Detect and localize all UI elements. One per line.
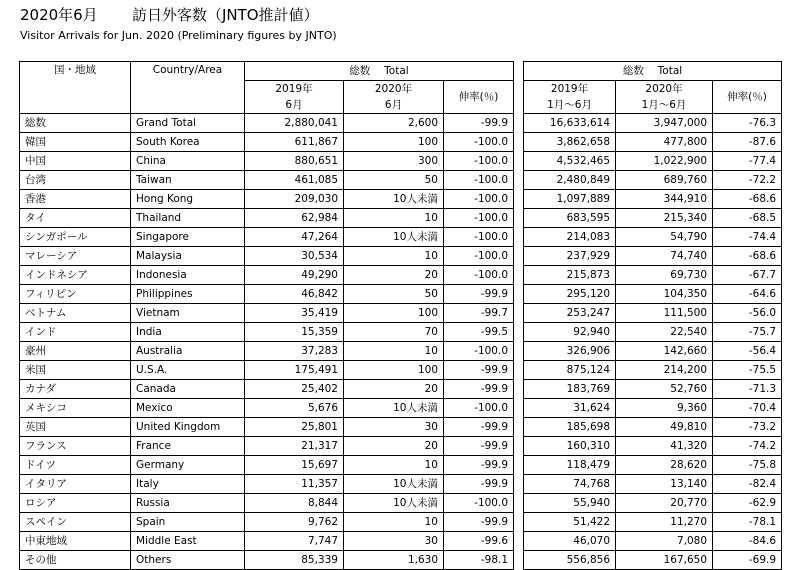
cell-month-2020: 50 [344,285,444,304]
cell-country-jp: ベトナム [20,304,131,323]
cell-ytd-growth: -75.8 [713,456,782,475]
cell-ytd-growth: -75.7 [713,323,782,342]
cell-country-jp: 台湾 [20,171,131,190]
table-row [20,304,782,323]
cell-month-2019: 46,842 [245,285,344,304]
cell-gap [514,152,524,171]
cell-country-jp: ドイツ [20,456,131,475]
cell-ytd-2020: 215,340 [616,209,713,228]
cell-country-jp: 中東地域 [20,532,131,551]
cell-country-en: China [131,152,245,171]
cell-gap [514,513,524,532]
cell-country-en: Middle East [131,532,245,551]
table-row [20,266,782,285]
cell-month-2019: 2,880,041 [245,114,344,133]
cell-ytd-2020: 22,540 [616,323,713,342]
cell-ytd-2019: 31,624 [524,399,616,418]
cell-ytd-2019: 46,070 [524,532,616,551]
cell-country-jp: ロシア [20,494,131,513]
table-row [20,209,782,228]
cell-month-growth: -100.0 [444,152,514,171]
table-row [20,342,782,361]
cell-ytd-2019: 683,595 [524,209,616,228]
page-title [20,4,319,25]
table-body [20,114,782,570]
cell-gap [514,114,524,133]
header-ytd-2019: 2019年 1月～6月 [524,81,616,114]
cell-country-en: Malaysia [131,247,245,266]
table-row [20,475,782,494]
table-row [20,399,782,418]
cell-gap [514,456,524,475]
cell-country-en: Grand Total [131,114,245,133]
cell-country-en: Hong Kong [131,190,245,209]
cell-gap [514,133,524,152]
cell-month-growth: -99.9 [444,114,514,133]
table-row [20,418,782,437]
header-month-growth: 伸率(％) [444,81,514,114]
header-ytd-growth: 伸率(％) [713,81,782,114]
cell-gap [514,361,524,380]
cell-ytd-2020: 142,660 [616,342,713,361]
cell-ytd-2019: 1,097,889 [524,190,616,209]
cell-country-en: Singapore [131,228,245,247]
cell-month-2019: 15,359 [245,323,344,342]
cell-ytd-growth: -56.4 [713,342,782,361]
cell-ytd-2020: 20,770 [616,494,713,513]
header-month-2020: 2020年 6月 [344,81,444,114]
cell-ytd-2020: 11,270 [616,513,713,532]
cell-month-growth: -99.9 [444,418,514,437]
cell-gap [514,209,524,228]
visitor-arrivals-table [19,61,782,570]
cell-ytd-2020: 41,320 [616,437,713,456]
cell-ytd-2019: 118,479 [524,456,616,475]
cell-ytd-2020: 3,947,000 [616,114,713,133]
cell-ytd-2019: 160,310 [524,437,616,456]
cell-country-jp: 豪州 [20,342,131,361]
table-row [20,456,782,475]
cell-month-growth: -100.0 [444,266,514,285]
cell-month-2019: 209,030 [245,190,344,209]
cell-ytd-2019: 183,769 [524,380,616,399]
cell-month-2020: 10人未満 [344,190,444,209]
cell-month-2020: 2,600 [344,114,444,133]
cell-month-2019: 7,747 [245,532,344,551]
cell-month-2020: 100 [344,361,444,380]
cell-ytd-growth: -87.6 [713,133,782,152]
cell-country-jp: スペイン [20,513,131,532]
header-month-2019: 2019年 6月 [245,81,344,114]
cell-month-growth: -100.0 [444,228,514,247]
cell-ytd-2019: 3,862,658 [524,133,616,152]
cell-month-2020: 1,630 [344,551,444,570]
title-name: 訪日外客数（JNTO推計値） [132,6,319,24]
cell-month-growth: -99.6 [444,532,514,551]
cell-ytd-2019: 215,873 [524,266,616,285]
cell-month-2019: 461,085 [245,171,344,190]
cell-month-2020: 50 [344,171,444,190]
cell-month-2020: 20 [344,380,444,399]
cell-month-2020: 100 [344,304,444,323]
header-country-en: Country/Area [131,62,245,114]
cell-month-2019: 62,984 [245,209,344,228]
cell-month-2019: 30,534 [245,247,344,266]
cell-month-growth: -99.9 [444,437,514,456]
table-row [20,494,782,513]
cell-ytd-2020: 214,200 [616,361,713,380]
cell-ytd-growth: -56.0 [713,304,782,323]
cell-ytd-2020: 9,360 [616,399,713,418]
cell-month-2020: 100 [344,133,444,152]
cell-ytd-growth: -78.1 [713,513,782,532]
cell-ytd-growth: -64.6 [713,285,782,304]
cell-country-jp: 総数 [20,114,131,133]
cell-ytd-growth: -77.4 [713,152,782,171]
cell-ytd-2019: 2,480,849 [524,171,616,190]
cell-ytd-growth: -70.4 [713,399,782,418]
cell-ytd-growth: -67.7 [713,266,782,285]
cell-month-2019: 175,491 [245,361,344,380]
header-country-jp: 国・地域 [20,62,131,114]
title-date: 2020年6月 [20,6,98,24]
cell-country-jp: イタリア [20,475,131,494]
cell-ytd-2020: 74,740 [616,247,713,266]
table-row [20,513,782,532]
cell-ytd-2020: 54,790 [616,228,713,247]
cell-ytd-growth: -82.4 [713,475,782,494]
cell-ytd-growth: -68.6 [713,190,782,209]
cell-ytd-2020: 477,800 [616,133,713,152]
cell-month-2020: 10人未満 [344,494,444,513]
cell-ytd-2020: 28,620 [616,456,713,475]
cell-month-growth: -99.7 [444,304,514,323]
cell-ytd-2019: 16,633,614 [524,114,616,133]
cell-country-jp: 中国 [20,152,131,171]
cell-gap [514,380,524,399]
cell-month-2019: 37,283 [245,342,344,361]
cell-month-growth: -98.1 [444,551,514,570]
cell-ytd-growth: -73.2 [713,418,782,437]
cell-month-2019: 15,697 [245,456,344,475]
cell-country-en: France [131,437,245,456]
table-row [20,437,782,456]
header-ytd-2020: 2020年 1月～6月 [616,81,713,114]
cell-month-2019: 85,339 [245,551,344,570]
cell-gap [514,399,524,418]
cell-ytd-2020: 344,910 [616,190,713,209]
cell-country-en: India [131,323,245,342]
cell-country-jp: その他 [20,551,131,570]
cell-ytd-2019: 185,698 [524,418,616,437]
cell-month-growth: -100.0 [444,247,514,266]
table-row [20,171,782,190]
cell-country-jp: 韓国 [20,133,131,152]
cell-ytd-growth: -68.5 [713,209,782,228]
cell-country-jp: 米国 [20,361,131,380]
cell-country-en: Italy [131,475,245,494]
cell-month-2019: 35,419 [245,304,344,323]
cell-country-jp: 英国 [20,418,131,437]
cell-ytd-2019: 237,929 [524,247,616,266]
cell-month-growth: -99.5 [444,323,514,342]
cell-month-growth: -99.9 [444,380,514,399]
cell-gap [514,494,524,513]
cell-ytd-2019: 92,940 [524,323,616,342]
table-row [20,152,782,171]
cell-month-2019: 25,402 [245,380,344,399]
cell-month-growth: -100.0 [444,133,514,152]
table-row [20,532,782,551]
cell-ytd-2019: 51,422 [524,513,616,532]
cell-ytd-2020: 49,810 [616,418,713,437]
cell-month-2020: 10人未満 [344,475,444,494]
cell-country-jp: メキシコ [20,399,131,418]
table-header [20,62,782,114]
cell-month-2019: 25,801 [245,418,344,437]
cell-month-growth: -100.0 [444,171,514,190]
cell-gap [514,190,524,209]
table-row [20,247,782,266]
cell-month-growth: -100.0 [444,399,514,418]
cell-country-en: Indonesia [131,266,245,285]
cell-country-en: Others [131,551,245,570]
cell-month-2019: 5,676 [245,399,344,418]
cell-month-2020: 30 [344,532,444,551]
cell-gap [514,551,524,570]
cell-month-2020: 10 [344,456,444,475]
cell-month-growth: -100.0 [444,342,514,361]
cell-ytd-2020: 7,080 [616,532,713,551]
cell-country-en: South Korea [131,133,245,152]
table-row [20,323,782,342]
page-subtitle: Visitor Arrivals for Jun. 2020 (Preliminary figures by JNTO) [20,29,337,42]
cell-month-2020: 10 [344,209,444,228]
cell-month-2019: 49,290 [245,266,344,285]
cell-ytd-2020: 111,500 [616,304,713,323]
cell-ytd-2019: 326,906 [524,342,616,361]
cell-ytd-growth: -84.6 [713,532,782,551]
cell-country-en: Germany [131,456,245,475]
cell-country-jp: フランス [20,437,131,456]
cell-country-en: Philippines [131,285,245,304]
table-row [20,361,782,380]
cell-country-jp: フィリピン [20,285,131,304]
header-month-total: 総数 Total [245,62,514,81]
cell-gap [514,247,524,266]
cell-month-growth: -100.0 [444,209,514,228]
cell-country-en: Canada [131,380,245,399]
cell-country-en: Spain [131,513,245,532]
cell-month-2020: 300 [344,152,444,171]
cell-month-growth: -99.9 [444,456,514,475]
cell-month-2020: 10 [344,342,444,361]
cell-ytd-2020: 52,760 [616,380,713,399]
cell-country-jp: インド [20,323,131,342]
cell-ytd-2020: 69,730 [616,266,713,285]
cell-ytd-2019: 295,120 [524,285,616,304]
cell-month-growth: -99.9 [444,475,514,494]
cell-month-growth: -100.0 [444,190,514,209]
cell-ytd-growth: -72.2 [713,171,782,190]
cell-ytd-growth: -62.9 [713,494,782,513]
cell-ytd-2020: 13,140 [616,475,713,494]
cell-ytd-2020: 1,022,900 [616,152,713,171]
cell-month-2020: 10 [344,247,444,266]
cell-month-2020: 20 [344,266,444,285]
table-row [20,380,782,399]
cell-country-en: U.S.A. [131,361,245,380]
cell-country-en: Russia [131,494,245,513]
cell-gap [514,228,524,247]
table-row [20,228,782,247]
cell-country-en: Thailand [131,209,245,228]
cell-month-2020: 10人未満 [344,228,444,247]
cell-month-growth: -99.9 [444,285,514,304]
cell-month-2019: 611,867 [245,133,344,152]
cell-month-2020: 10 [344,513,444,532]
cell-month-2019: 47,264 [245,228,344,247]
cell-gap [514,437,524,456]
cell-ytd-growth: -71.3 [713,380,782,399]
cell-gap [514,418,524,437]
cell-ytd-2020: 689,760 [616,171,713,190]
cell-ytd-2019: 74,768 [524,475,616,494]
table-row [20,190,782,209]
cell-gap [514,342,524,361]
cell-month-2020: 10人未満 [344,399,444,418]
cell-ytd-growth: -69.9 [713,551,782,570]
cell-ytd-growth: -76.3 [713,114,782,133]
cell-country-jp: カナダ [20,380,131,399]
cell-month-2020: 70 [344,323,444,342]
table-row [20,133,782,152]
cell-ytd-2020: 167,650 [616,551,713,570]
header-gap [514,62,524,114]
cell-month-growth: -100.0 [444,494,514,513]
cell-ytd-growth: -74.4 [713,228,782,247]
cell-gap [514,304,524,323]
cell-country-jp: 香港 [20,190,131,209]
cell-gap [514,323,524,342]
cell-ytd-2019: 4,532,465 [524,152,616,171]
cell-month-2019: 21,317 [245,437,344,456]
cell-gap [514,475,524,494]
cell-month-2020: 20 [344,437,444,456]
cell-ytd-2019: 253,247 [524,304,616,323]
cell-ytd-2019: 55,940 [524,494,616,513]
cell-country-en: Taiwan [131,171,245,190]
cell-country-jp: シンガポール [20,228,131,247]
cell-ytd-2019: 556,856 [524,551,616,570]
cell-month-2019: 8,844 [245,494,344,513]
cell-ytd-growth: -68.6 [713,247,782,266]
cell-ytd-2019: 214,083 [524,228,616,247]
cell-month-2019: 880,651 [245,152,344,171]
table-row [20,285,782,304]
cell-gap [514,266,524,285]
cell-country-jp: マレーシア [20,247,131,266]
table-row [20,114,782,133]
cell-country-jp: インドネシア [20,266,131,285]
cell-ytd-2019: 875,124 [524,361,616,380]
cell-month-2019: 11,357 [245,475,344,494]
cell-month-2020: 30 [344,418,444,437]
cell-country-en: Vietnam [131,304,245,323]
cell-gap [514,532,524,551]
cell-month-2019: 9,762 [245,513,344,532]
cell-gap [514,285,524,304]
cell-ytd-2020: 104,350 [616,285,713,304]
cell-ytd-growth: -75.5 [713,361,782,380]
cell-ytd-growth: -74.2 [713,437,782,456]
cell-month-growth: -99.9 [444,361,514,380]
table-row [20,551,782,570]
cell-country-en: United Kingdom [131,418,245,437]
header-ytd-total: 総数 Total [524,62,782,81]
cell-gap [514,171,524,190]
cell-country-en: Mexico [131,399,245,418]
cell-country-en: Australia [131,342,245,361]
cell-country-jp: タイ [20,209,131,228]
cell-month-growth: -99.9 [444,513,514,532]
